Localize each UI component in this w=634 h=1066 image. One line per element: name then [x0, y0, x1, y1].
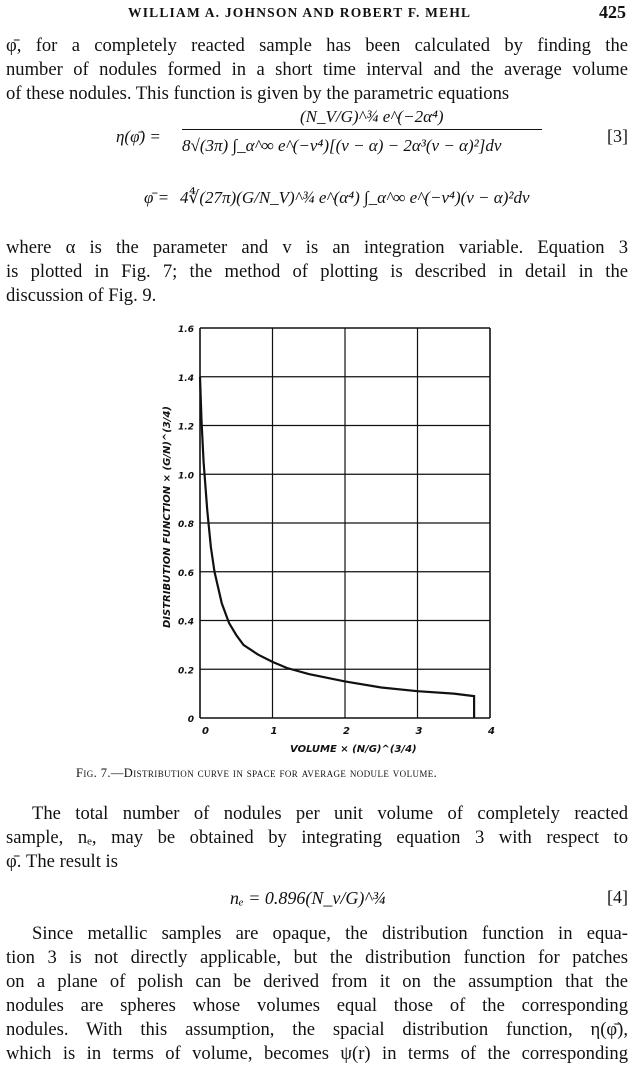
y-axis-label: DISTRIBUTION FUNCTION × (G/N)^(3/4) [162, 406, 173, 628]
page-number: 425 [599, 2, 626, 22]
y-tick-label: 1.0 [178, 471, 194, 482]
chart-tick-labels [178, 325, 495, 737]
eq3-number: [3] [607, 126, 628, 146]
paragraph-2 [6, 236, 628, 308]
y-tick-label: 0.6 [178, 568, 194, 579]
x-tick-label: 2 [343, 726, 350, 737]
eq3-fraction-bar [182, 129, 542, 130]
text-line: discussion of Fig. 9. [6, 285, 157, 306]
eq3-lhs: η(φ̄) = [116, 127, 161, 146]
text-line: where α is the parameter and v is an integration variable. Equation 3 [6, 237, 628, 258]
running-head: WILLIAM A. JOHNSON AND ROBERT F. MEHL [128, 5, 472, 20]
distribution-curve [200, 377, 474, 718]
eq3-phi-lhs: φ̄ = [144, 188, 170, 207]
y-tick-label: 1.6 [178, 325, 194, 335]
paragraph-4 [6, 922, 628, 1066]
figure-7-chart [150, 318, 510, 758]
paragraph-3 [6, 802, 628, 874]
eq4-number: [4] [607, 887, 628, 907]
page-header [0, 2, 634, 28]
x-tick-label: 0 [202, 726, 209, 737]
figure-caption: Fig. 7.—Distribution curve in space for average nodule volume. [76, 766, 438, 780]
intro-paragraph [6, 34, 628, 106]
eq3-numerator: (N_V/G)^¾ e^(−2α⁴) [300, 107, 444, 126]
x-tick-label: 1 [270, 726, 278, 737]
eq3-phi-rhs: 4∜(27π)(G/N_V)^¾ e^(α⁴) ∫_α^∞ e^(−v⁴)(v − α)²dv [180, 188, 530, 207]
y-tick-label: 0 [187, 715, 194, 725]
chart-grid [200, 328, 490, 718]
text-line: φ̄, for a completely reacted sample has been calculated by finding the [6, 35, 628, 56]
text-line: nodules. With this assumption, the spacial distribution function, η(φ̄), [6, 1019, 628, 1040]
text-line: number of nodules formed in a short time interval and the average volume [6, 59, 628, 80]
text-line: on a plane of polish can be derived from it on the assumption that the [6, 971, 628, 992]
eq4-expression: nₑ = 0.896(N_v/G)^¾ [230, 888, 386, 908]
text-line: sample, nₑ, may be obtained by integrating equation 3 with respect to [6, 827, 628, 848]
y-tick-label: 1.4 [178, 373, 194, 384]
x-tick-label: 3 [415, 726, 423, 737]
x-axis-label: VOLUME × (N/G)^(3/4) [290, 744, 417, 755]
text-line: tion 3 is not directly applicable, but the distribution function for patches [6, 947, 628, 968]
text-line: φ̄. The result is [6, 851, 118, 872]
y-tick-label: 0.2 [178, 666, 194, 677]
text-line: The total number of nodules per unit volume of completely reacted [32, 803, 628, 824]
text-line: is plotted in Fig. 7; the method of plotting is described in detail in the [6, 261, 628, 282]
y-tick-label: 0.8 [178, 520, 194, 530]
text-line: Since metallic samples are opaque, the distribution function in equa- [32, 923, 628, 944]
text-line: of these nodules. This function is given by the parametric equations [6, 83, 510, 104]
y-tick-label: 1.2 [178, 422, 194, 433]
text-line: which is in terms of volume, becomes ψ(r) in terms of the corresponding [6, 1043, 628, 1064]
text-line: nodules are spheres whose volumes equal those of the corresponding [6, 995, 628, 1016]
y-tick-label: 0.4 [178, 617, 194, 628]
x-tick-label: 4 [488, 726, 495, 737]
eq3-denominator: 8√(3π) ∫_α^∞ e^(−v⁴)[(v − α) − 2α³(v − α)²]dv [182, 136, 502, 155]
